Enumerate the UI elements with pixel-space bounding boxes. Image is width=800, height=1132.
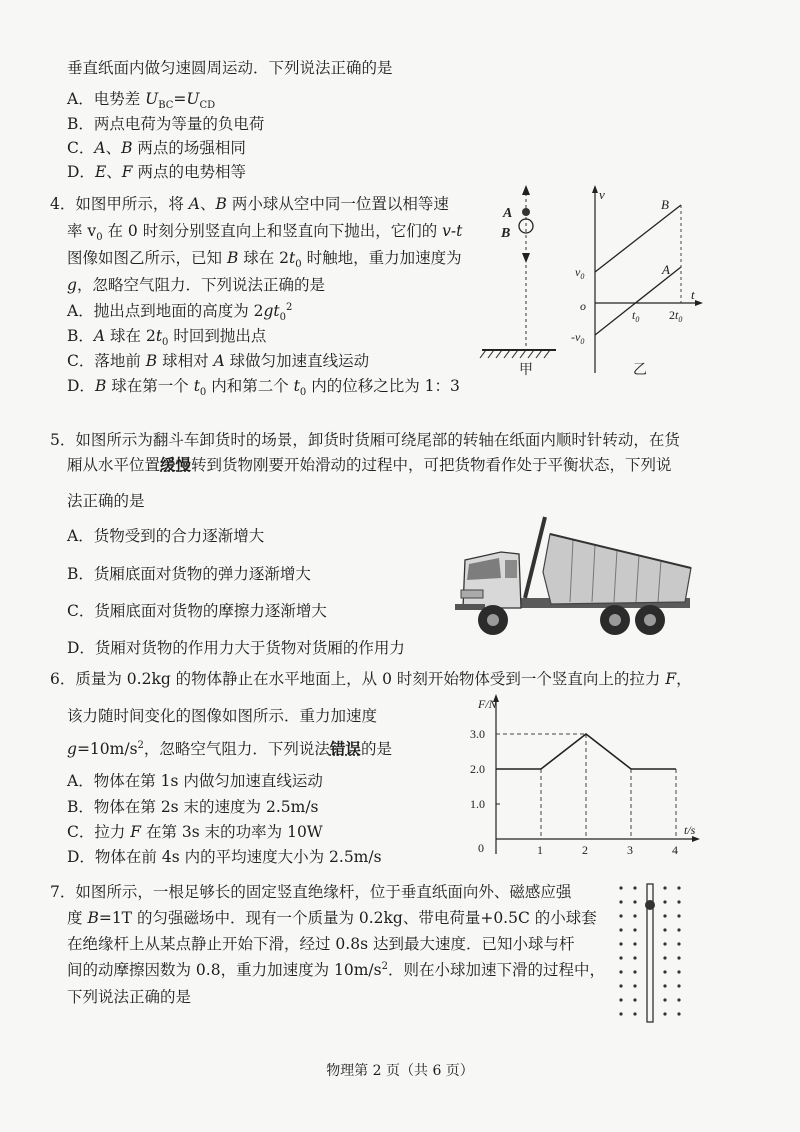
field-dot (633, 1012, 636, 1015)
label-line-b: B (661, 197, 669, 212)
y-axis-label: F/N (478, 697, 497, 711)
q6-option-b[interactable]: B．物体在第 2s 末的速度为 2.5m/s (67, 798, 319, 816)
f-t-chart (448, 692, 703, 862)
q5-option-a[interactable]: A．货物受到的合力逐渐增大 (67, 527, 265, 545)
q7-stem-line5: 下列说法正确的是 (67, 988, 192, 1006)
field-dot (677, 914, 680, 917)
field-dot (619, 900, 622, 903)
t-axis-arrow-icon (695, 300, 703, 306)
field-dot (619, 970, 622, 973)
q3-option-c[interactable]: C．A、B 两点的场强相同 (67, 139, 246, 157)
q5-option-c[interactable]: C．货厢底面对货物的摩擦力逐渐增大 (67, 602, 327, 620)
dump-truck-image (455, 512, 700, 642)
x-tick-label: 1 (537, 843, 543, 857)
q5-stem-line3: 法正确的是 (67, 492, 145, 510)
field-dot (619, 914, 622, 917)
label-line-a: A (662, 262, 670, 277)
field-dot (619, 984, 622, 987)
field-dot (663, 942, 666, 945)
field-dot (663, 998, 666, 1001)
q4-stem-line3: 图像如图乙所示，已知 B 球在 $2t_0$ 时触地，重力加速度为 (67, 249, 462, 271)
down-arrow-icon (522, 253, 530, 263)
field-dot (663, 970, 666, 973)
q4-stem-line4: g，忽略空气阻力．下列说法正确的是 (67, 276, 325, 294)
field-dot (677, 900, 680, 903)
field-dot (633, 886, 636, 889)
x-axis-label: t/s (684, 823, 696, 837)
up-arrow-icon (522, 185, 530, 195)
q4-figure-jia (476, 183, 556, 378)
label-minus-v0: $-v_0$ (571, 330, 585, 346)
q6-option-a[interactable]: A．物体在第 1s 内做匀加速直线运动 (67, 772, 323, 790)
field-dot (619, 998, 622, 1001)
q3-option-b[interactable]: B．两点电荷为等量的负电荷 (67, 115, 265, 133)
t-axis-label: t (691, 287, 695, 302)
label-t0: $t_0$ (632, 308, 640, 324)
q3-stem-end: 垂直纸面内做匀速圆周运动．下列说法正确的是 (67, 59, 393, 77)
origin-label: 0 (478, 841, 484, 855)
caption-jia: 甲 (519, 363, 533, 378)
q4-option-c[interactable]: C．落地前 B 球相对 A 球做匀加速直线运动 (67, 352, 370, 370)
q6-stem-line1: 6．质量为 0.2kg 的物体静止在水平地面上，从 0 时刻开始物体受到一个竖直向上的拉力 F， (50, 670, 692, 688)
q7-stem-line1: 7．如图所示，一根足够长的固定竖直绝缘杆，位于垂直纸面向外、磁感应强 (50, 883, 572, 901)
q4-option-b[interactable]: B．A 球在 $2t_0$ 时回到抛出点 (67, 327, 267, 349)
caption-yi: 乙 (633, 363, 647, 378)
field-dot (677, 956, 680, 959)
truck-hydraulic-arm (525, 517, 545, 598)
page-footer: 物理第 2 页（共 6 页） (326, 1063, 474, 1079)
field-dot (619, 886, 622, 889)
q7-stem-line2: 度 B=1T 的匀强磁场中．现有一个质量为 0.2kg、带电荷量+0.5C 的小球套 (67, 909, 597, 927)
field-dot (663, 900, 666, 903)
field-dot (619, 1012, 622, 1015)
q6-stem-line2: 该力随时间变化的图像如图所示．重力加速度 (67, 707, 378, 725)
field-dot (677, 1012, 680, 1015)
field-dot (619, 928, 622, 931)
field-dot (663, 886, 666, 889)
field-dot (633, 956, 636, 959)
label-origin: o (580, 299, 586, 313)
q4-option-d[interactable]: D．B 球在第一个 $t_0$ 内和第二个 $t_0$ 内的位移之比为 1：3 (67, 377, 460, 399)
q4-figure-yi (565, 183, 705, 378)
q4-stem-line1: 4．如图甲所示，将 A、B 两小球从空中同一位置以相等速 (50, 195, 449, 213)
field-dot (633, 984, 636, 987)
q6-option-c[interactable]: C．拉力 F 在第 3s 末的功率为 10W (67, 823, 323, 841)
ground-hatch (480, 350, 550, 358)
field-dot (663, 956, 666, 959)
field-dot (633, 998, 636, 1001)
field-dot (663, 1012, 666, 1015)
truck-wheels (478, 605, 665, 635)
field-dot (633, 970, 636, 973)
y-tick-label: 2.0 (470, 762, 485, 776)
label-b: B (501, 226, 511, 241)
line-a (595, 267, 681, 335)
field-dot (633, 942, 636, 945)
label-2t0: $2t_0$ (669, 308, 683, 324)
label-v0: $v_0$ (575, 265, 585, 281)
label-a: A (503, 206, 513, 221)
x-tick-label: 2 (582, 843, 588, 857)
q6-stem-line3: $g=10m/s^2$，忽略空气阻力．下列说法错误的是 (67, 739, 392, 758)
q3-option-a[interactable]: A．电势差 $U_{BC}=U_{CD}$ (67, 90, 216, 112)
q5-option-d[interactable]: D．货厢对货物的作用力大于货物对货厢的作用力 (67, 639, 405, 657)
charged-ball (645, 900, 655, 910)
q3-option-d[interactable]: D．E、F 两点的电势相等 (67, 163, 246, 181)
ball-a (522, 208, 530, 216)
v-axis-arrow-icon (592, 185, 598, 193)
field-dot (619, 956, 622, 959)
x-tick-label: 4 (672, 843, 678, 857)
field-dot (663, 914, 666, 917)
x-tick-label: 3 (627, 843, 633, 857)
q7-field-figure (615, 880, 685, 1025)
field-dot (677, 942, 680, 945)
q7-stem-line3: 在绝缘杆上从某点静止开始下滑，经过 0.8s 达到最大速度．已知小球与杆 (67, 935, 575, 953)
field-dot (677, 928, 680, 931)
truck-dump-body (543, 534, 691, 604)
field-dot (619, 942, 622, 945)
v-axis-label: v (599, 187, 605, 202)
q5-stem-line1: 5．如图所示为翻斗车卸货时的场景，卸货时货厢可绕尾部的转轴在纸面内顺时针转动，在货 (50, 431, 680, 449)
field-dot (677, 998, 680, 1001)
y-tick-label: 3.0 (470, 727, 485, 741)
field-dot (663, 984, 666, 987)
field-dot (677, 886, 680, 889)
y-tick-label: 1.0 (470, 797, 485, 811)
q7-stem-line4: 间的动摩擦因数为 0.8，重力加速度为 $10m/s^2$．则在小球加速下滑的过程中， (67, 960, 605, 979)
q5-stem-line2: 厢从水平位置缓慢转到货物刚要开始滑动的过程中，可把货物看作处于平衡状态，下列说 (67, 455, 672, 474)
field-dot (633, 928, 636, 931)
field-dot (677, 970, 680, 973)
q5-option-b[interactable]: B．货厢底面对货物的弹力逐渐增大 (67, 565, 311, 583)
q4-option-a[interactable]: A．抛出点到地面的高度为 $2gt_0^2$ (67, 301, 293, 324)
field-dot (663, 928, 666, 931)
q6-option-d[interactable]: D．物体在前 4s 内的平均速度大小为 2.5m/s (67, 848, 382, 866)
field-dot (677, 984, 680, 987)
field-dot (633, 914, 636, 917)
q4-stem-line2: 率 $v_0$ 在 0 时刻分别竖直向上和竖直向下抛出，它们的 v-t (67, 222, 463, 244)
field-dot (633, 900, 636, 903)
